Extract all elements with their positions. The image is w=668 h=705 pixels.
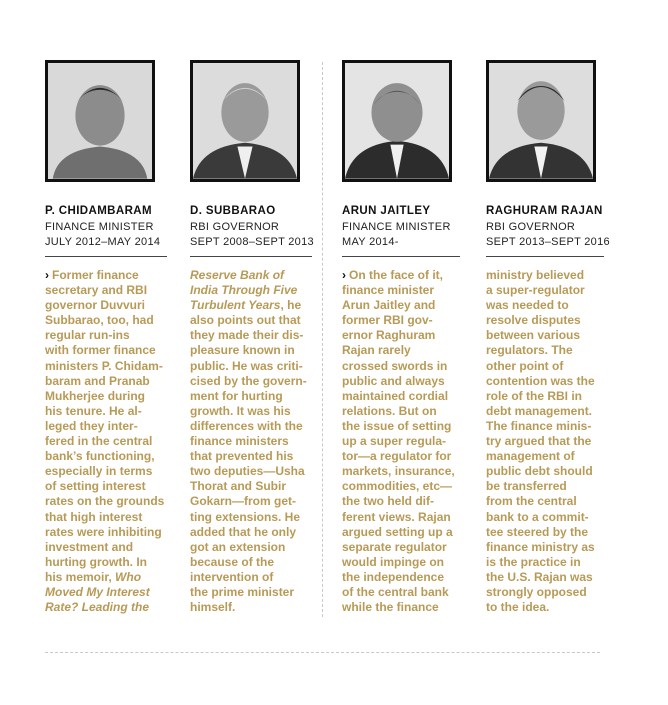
article-text-part: ministry believed a super-regulator was needed to resolve disputes between various regulators. The other point of contention was the role of the RBI in debt management. The finance minis- try argued that the management of public debt should be transferred from the central bank to a commit- tee steered by the finance ministry as is the practice in the U.S. Rajan was strongly opposed to the idea.	[486, 268, 595, 615]
article-text	[342, 268, 464, 615]
portrait-photo	[486, 60, 596, 182]
profile-rule	[190, 256, 312, 257]
portrait-photo	[45, 60, 155, 182]
profile-role: FINANCE MINISTER	[342, 221, 451, 233]
profile-term: MAY 2014-	[342, 236, 399, 248]
profile-name: D. SUBBARAO	[190, 205, 276, 217]
bullet-icon: ›	[45, 268, 49, 282]
portrait-icon	[489, 63, 593, 179]
profile-rule	[342, 256, 460, 257]
portrait-icon	[345, 63, 449, 179]
bottom-divider	[45, 652, 600, 653]
portrait-icon	[48, 63, 152, 179]
profile-role: FINANCE MINISTER	[45, 221, 154, 233]
article-text	[486, 268, 608, 615]
profile-term: SEPT 2008–SEPT 2013	[190, 236, 314, 248]
profile-name: RAGHURAM RAJAN	[486, 205, 603, 217]
portrait-photo	[342, 60, 452, 182]
portrait-photo	[190, 60, 300, 182]
profile-name: ARUN JAITLEY	[342, 205, 431, 217]
book-title: Who Moved My Interest Rate? Leading the	[45, 569, 150, 615]
article-text-part: , he also points out that they made their dis- pleasure known in public. He was criti- cised by the govern- ment for hurting growth. It was his differences with the finance ministers that prevented his two deputies—Usha Thorat and Subir Gokarn—from get- ting extensions. He added that he only got an extension because of the intervention of the prime minister himself.	[190, 298, 307, 615]
article-text	[190, 268, 312, 615]
article-text-part: Former finance secretary and RBI governor Duvvuri Subbarao, too, had regular run-ins with former finance ministers P. Chidam- baram and Pranab Mukherjee during his tenure. He al- leged they inter- fered in the central bank’s functioning, especially in terms of setting interest rates on the grounds that high interest rates were inhibiting investment and hurting growth. In his memoir,	[45, 268, 165, 584]
profile-role: RBI GOVERNOR	[190, 221, 280, 233]
article-text	[45, 268, 167, 615]
profile-term: SEPT 2013–SEPT 2016	[486, 236, 610, 248]
column-divider	[322, 62, 323, 617]
profile-rule	[45, 256, 167, 257]
profile-term: JULY 2012–MAY 2014	[45, 236, 161, 248]
bullet-icon: ›	[342, 268, 346, 282]
profile-rule	[486, 256, 604, 257]
profile-role: RBI GOVERNOR	[486, 221, 576, 233]
article-text-part: On the face of it, finance minister Arun Jaitley and former RBI gov- ernor Raghuram Rajan rarely crossed swords in public and always maintained cordial relations. But on the issue of setting up a super regula- tor—a regulator for markets, insurance, commodities, etc— the two held dif- ferent views. Rajan argued setting up a separate regulator would impinge on the independence of the central bank while the finance	[342, 268, 455, 615]
profile-name: P. CHIDAMBARAM	[45, 205, 152, 217]
book-title: Reserve Bank of India Through Five Turbulent Years	[190, 268, 298, 313]
portrait-icon	[193, 63, 297, 179]
